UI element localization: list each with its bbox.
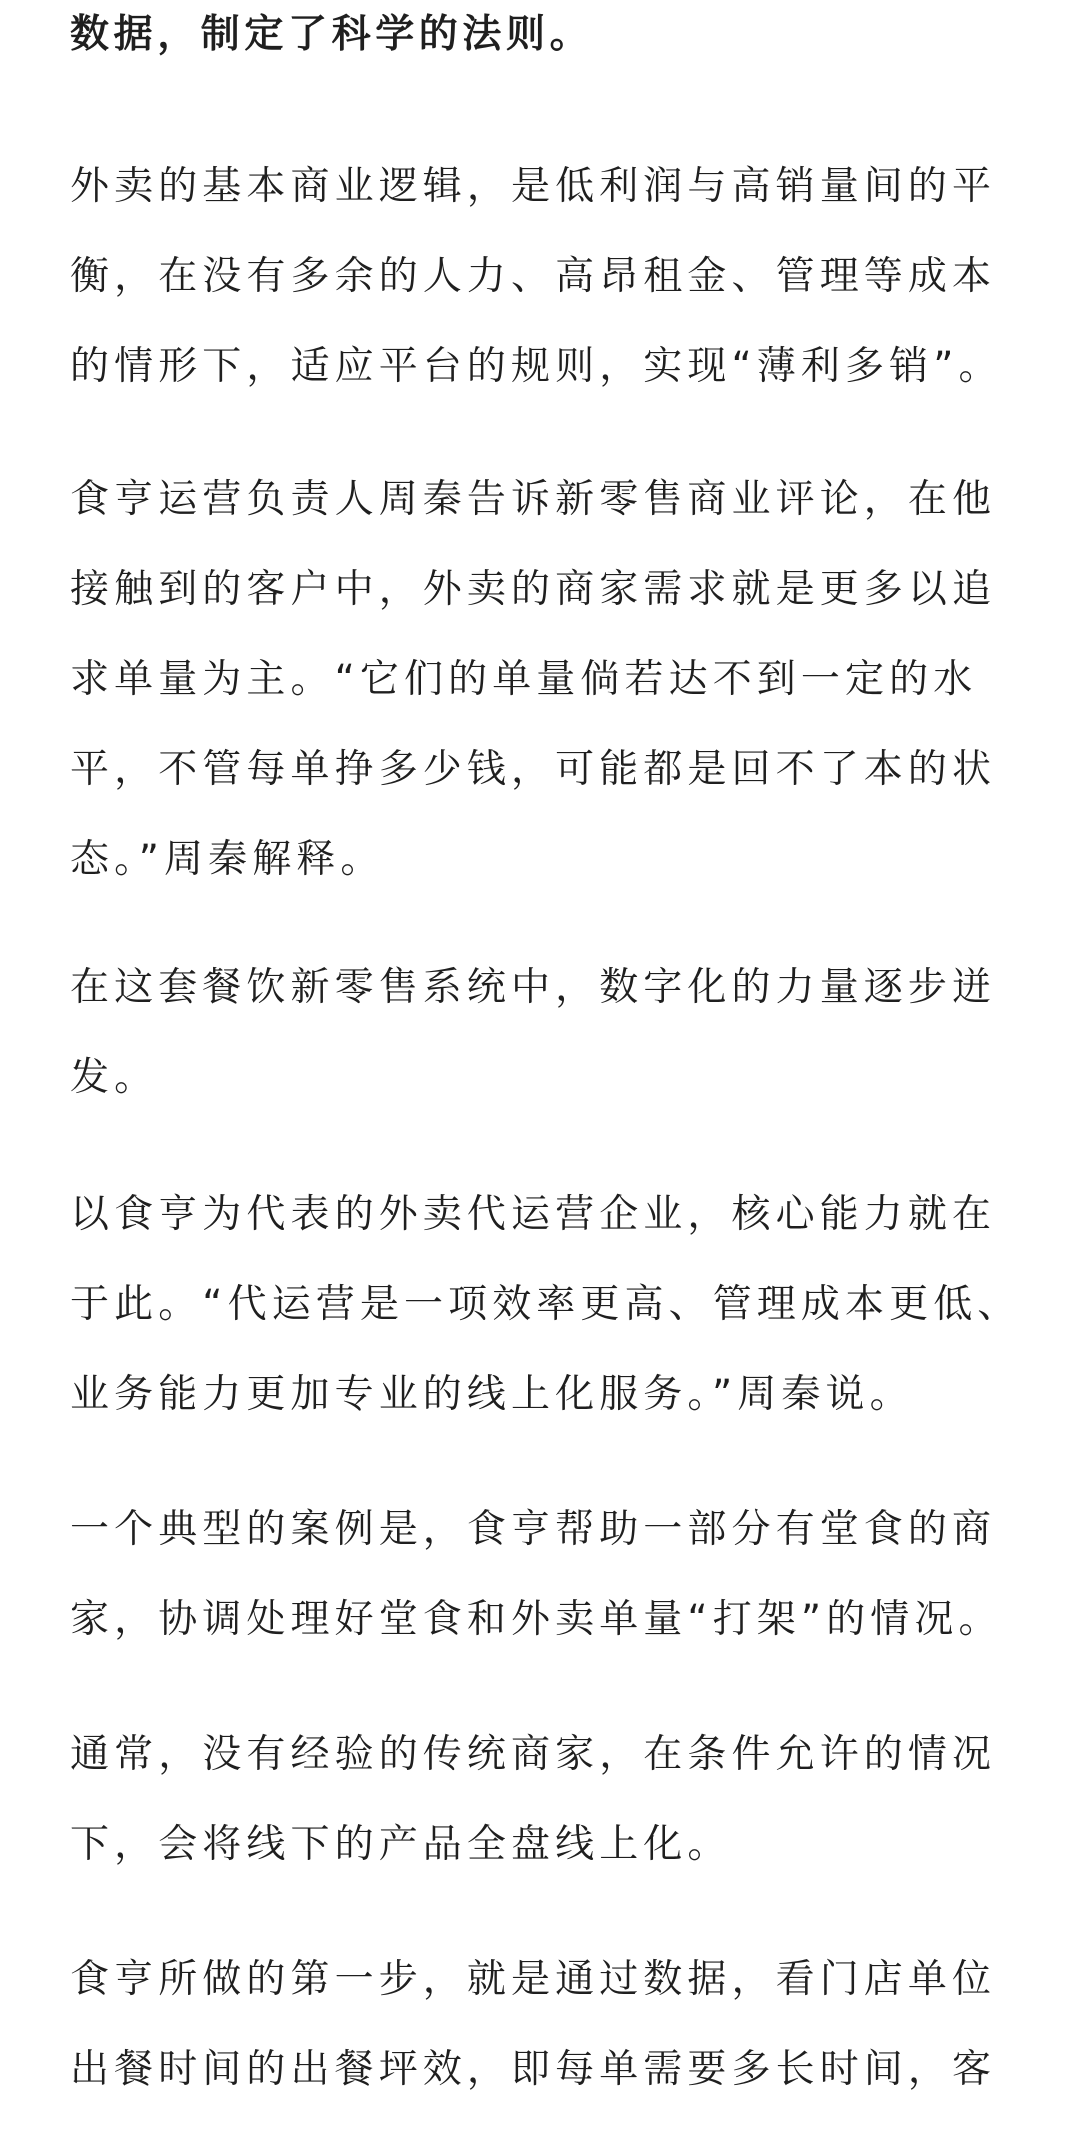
text-line: 出餐时间的出餐坪效，即每单需要多长时间，客 — [70, 2047, 997, 2092]
text-line: 通常，没有经验的传统商家，在条件允许的情况 — [70, 1732, 997, 1777]
paragraph-business-logic — [70, 142, 1030, 412]
text-line: 业务能力更加专业的线上化服务。”周秦说。 — [70, 1372, 914, 1417]
text-line: 于此。“代运营是一项效率更高、管理成本更低、 — [70, 1282, 1022, 1327]
text-line: 接触到的客户中，外卖的商家需求就是更多以追 — [70, 567, 997, 612]
text-line: 数据，制定了科学的法则。 — [70, 12, 594, 57]
text-line: 以食亨为代表的外卖代运营企业，核心能力就在 — [70, 1192, 997, 1237]
paragraph-first-step — [70, 1935, 1030, 2115]
text-line: 态。”周秦解释。 — [70, 837, 385, 882]
text-line: 平，不管每单挣多少钱，可能都是回不了本的状 — [70, 747, 997, 792]
text-line: 下，会将线下的产品全盘线上化。 — [70, 1822, 732, 1867]
paragraph-digitalization — [70, 943, 1030, 1123]
paragraph-typical-case — [70, 1485, 1030, 1665]
text-line: 衡，在没有多余的人力、高昂租金、管理等成本 — [70, 254, 997, 299]
text-line: 外卖的基本商业逻辑，是低利润与高销量间的平 — [70, 164, 997, 209]
text-line: 在这套餐饮新零售系统中，数字化的力量逐步迸 — [70, 965, 997, 1010]
text-line: 发。 — [70, 1055, 159, 1100]
paragraph-core-capability — [70, 1170, 1030, 1440]
text-line: 的情形下，适应平台的规则，实现“薄利多销”。 — [70, 344, 1003, 389]
paragraph-traditional-merchants — [70, 1710, 1030, 1890]
text-line: 求单量为主。“它们的单量倘若达不到一定的水 — [70, 657, 978, 702]
text-line: 食亨所做的第一步，就是通过数据，看门店单位 — [70, 1957, 997, 2002]
paragraph-zhou-qin-quote — [70, 455, 1030, 905]
text-line: 一个典型的案例是，食亨帮助一部分有堂食的商 — [70, 1507, 997, 1552]
text-line: 家，协调处理好堂食和外卖单量“打架”的情况。 — [70, 1597, 1003, 1642]
paragraph-lead-fragment — [70, 0, 1030, 80]
text-line: 食亨运营负责人周秦告诉新零售商业评论，在他 — [70, 477, 997, 522]
